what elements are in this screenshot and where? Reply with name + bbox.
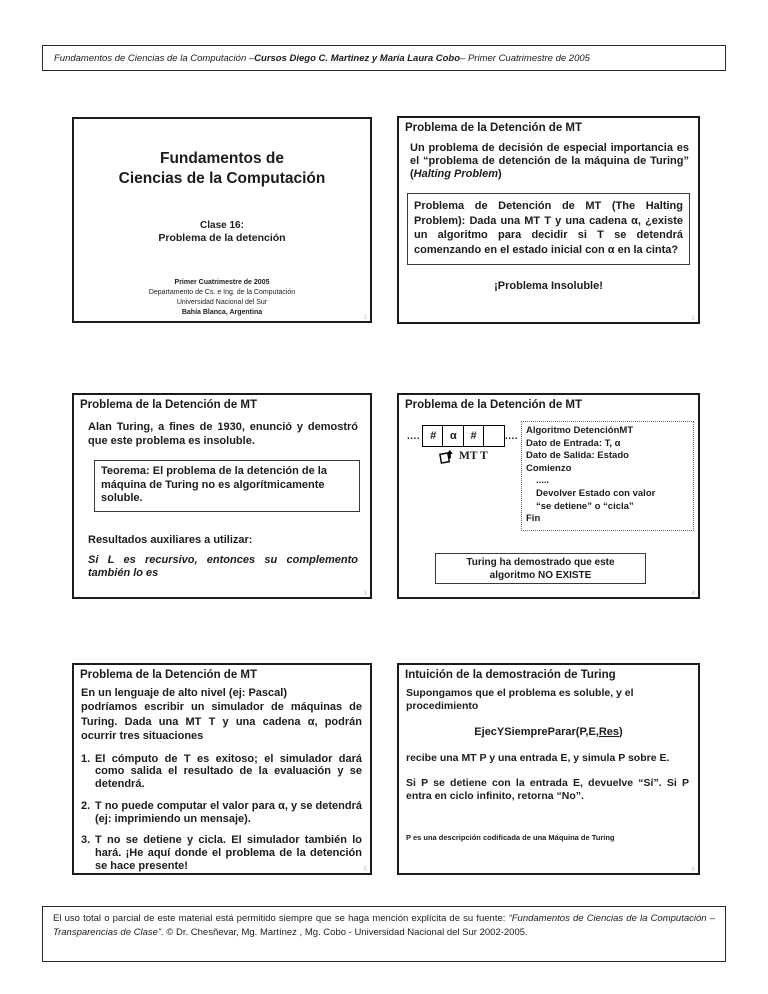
slide-title: Problema de la Detención de MT bbox=[405, 399, 583, 411]
course-title: Fundamentos de Ciencias de la Computación bbox=[118, 150, 326, 187]
slide-title: Problema de la Detención de MT bbox=[405, 122, 583, 134]
numbered-item-3: 3. T no se detiene y cicla. El simulador también lo hará. ¡He aquí donde el problema de la detención se hace presente! bbox=[81, 834, 362, 873]
theorem-box: Teorema: El problema de la detención de la máquina de Turing no es algorítmicamente soluble. bbox=[94, 460, 360, 512]
res-parameter: Res bbox=[598, 726, 620, 738]
intro-line: En un lenguaje de alto nivel (ej: Pascal) bbox=[81, 687, 287, 699]
tape-head-icon bbox=[439, 448, 455, 464]
header-instructors: Cursos Diego C. Martinez y María Laura Cobo bbox=[254, 52, 461, 64]
no-existe-box: Turing ha demostrado que este algoritmo NO EXISTE bbox=[435, 553, 646, 584]
slide-number: 6 bbox=[691, 867, 695, 873]
slide-6-proof-intuition bbox=[397, 663, 700, 875]
tape-cell: # bbox=[422, 425, 444, 447]
tape-cell: α bbox=[442, 425, 464, 447]
tape-head-group bbox=[439, 448, 488, 464]
algo-line: Algoritmo DetenciónMT bbox=[526, 425, 634, 436]
tape-dots-right: .... bbox=[504, 430, 519, 442]
auxiliary-results-heading: Resultados auxiliares a utilizar: bbox=[88, 533, 253, 546]
slide-2-halting-problem bbox=[397, 116, 700, 324]
slide-3-turing-theorem bbox=[72, 393, 372, 599]
slide-number: 1 bbox=[363, 315, 367, 321]
slide-4-algorithm bbox=[397, 393, 700, 599]
turing-statement: Alan Turing, a fines de 1930, enunció y demostró que este problema es insoluble. bbox=[88, 421, 358, 447]
intro-paragraph: podríamos escribir un simulador de máquinas de Turing. Dada una MT T y una cadena α, podrán ocurrir tres situaciones bbox=[81, 701, 362, 742]
tape-cells bbox=[422, 425, 503, 447]
slide-title: Problema de la Detención de MT bbox=[80, 669, 258, 681]
tape-dots-left: .... bbox=[407, 430, 421, 442]
assumption-paragraph: Supongamos que el problema es soluble, y el procedimiento bbox=[406, 687, 634, 712]
algorithm-pseudocode-box bbox=[521, 421, 694, 531]
footer-permission-text: El uso total o parcial de este material está permitido siempre que se haga mención explícita de su fuente: bbox=[53, 913, 509, 924]
auxiliary-result: Si L es recursivo, entonces su complemento también lo es bbox=[88, 553, 358, 579]
slide-5-three-situations bbox=[72, 663, 372, 875]
intro-paragraph: Un problema de decisión de especial importancia es el “problema de detención de la máquina de Turing” (Halting Problem) bbox=[410, 142, 689, 180]
algo-line: Devolver Estado con valor bbox=[536, 487, 656, 499]
footnote: P es una descripción codificada de una Máquina de Turing bbox=[406, 833, 615, 842]
machine-label: MT T bbox=[459, 450, 488, 462]
algo-line: “se detiene” o “cicla” bbox=[536, 500, 634, 512]
procedure-signature: EjecYSiempreParar(P,E,Res) bbox=[474, 726, 623, 738]
tape-cell bbox=[483, 425, 505, 447]
header-term: – Primer Cuatrimestre de 2005 bbox=[460, 52, 590, 64]
slide-number: 2 bbox=[691, 316, 695, 322]
algo-line: Fin bbox=[526, 513, 541, 525]
numbered-item-2: 2. T no puede computar el valor para α, y se detendrá (ej: imprimiendo un mensaje). bbox=[81, 799, 362, 825]
turing-tape-diagram bbox=[405, 425, 520, 447]
institution-block: Primer Cuatrimestre de 2005 Departamento de Cs. e Ing. de la Computación Universidad Nacional del Sur Bahía Blanca, Argentina bbox=[148, 279, 296, 316]
numbered-item-1: 1. El cómputo de T es exitoso; el simulador dará como salida el resultado de la evaluación y se detendrá. bbox=[81, 752, 362, 791]
insoluble-statement: ¡Problema Insoluble! bbox=[494, 280, 603, 292]
header-course-title: Fundamentos de Ciencias de la Computación – bbox=[54, 52, 255, 64]
copyright-footer bbox=[42, 906, 726, 962]
slide-number: 5 bbox=[363, 867, 367, 873]
result-paragraph: Si P se detiene con la entrada E, devuelve “Sí”. Si P entra en ciclo infinito, retorna “No”. bbox=[406, 777, 689, 802]
tape-cell: # bbox=[463, 425, 485, 447]
slide-number: 3 bbox=[363, 591, 367, 597]
footer-authors: © Dr. Chesñevar, Mg. Martínez , Mg. Cobo - Universidad Nacional del Sur 2002-2005. bbox=[163, 926, 528, 938]
slide-title: Intuición de la demostración de Turing bbox=[405, 669, 616, 681]
slide-1-title-slide bbox=[72, 117, 372, 323]
lecture-subtitle: Clase 16: Problema de la detención bbox=[158, 220, 286, 244]
definition-box: Problema de Detención de MT (The Halting Problem): Dada una MT T y una cadena α, ¿existe un algoritmo para decidir si T se detendrá comenzando en el estado inicial con α en la cinta? bbox=[407, 193, 690, 265]
footer-source-title: “Fundamentos de Ciencias de la Computación – Transparencias de Clase”. bbox=[53, 913, 715, 938]
behavior-paragraph: recibe una MT P y una entrada E, y simula P sobre E. bbox=[406, 752, 670, 764]
algo-line: Dato de Entrada: T, α bbox=[526, 437, 621, 449]
algo-line: Dato de Salida: Estado bbox=[526, 450, 629, 462]
slide-title: Problema de la Detención de MT bbox=[80, 399, 258, 411]
algo-line: ..... bbox=[536, 475, 550, 487]
document-header-bar bbox=[42, 45, 726, 71]
halting-problem-term: Halting Problem bbox=[413, 168, 499, 180]
algo-line: Comienzo bbox=[526, 462, 572, 474]
slide-number: 4 bbox=[691, 591, 695, 597]
